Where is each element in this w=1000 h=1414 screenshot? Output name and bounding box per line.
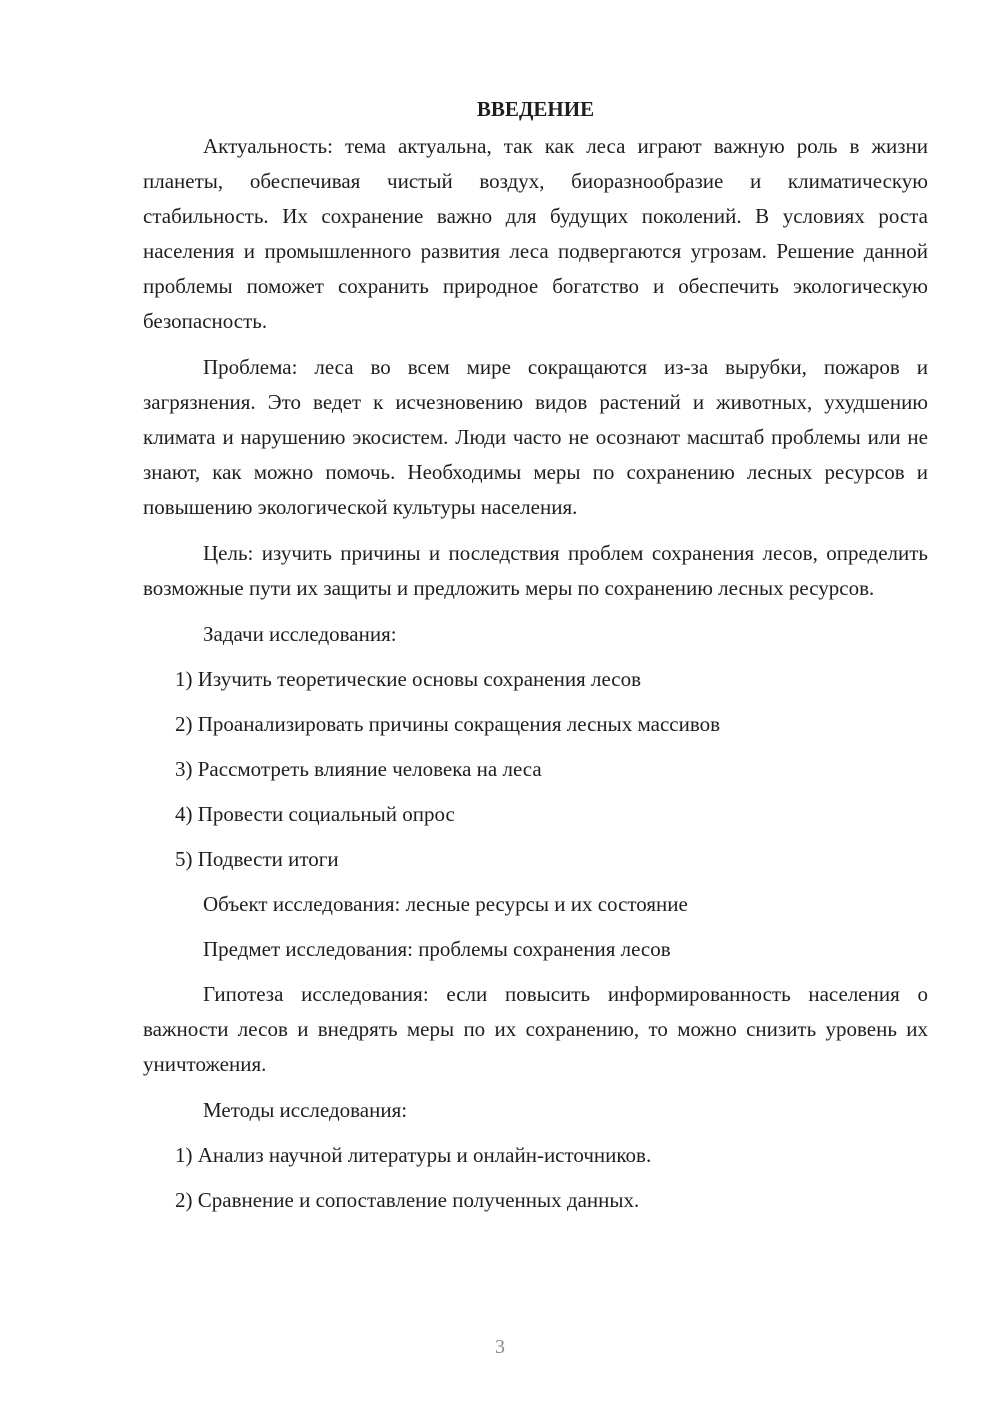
page-number: 3 <box>495 1336 505 1358</box>
tasks-heading: Задачи исследования: <box>203 622 397 646</box>
research-object: Объект исследования: лесные ресурсы и их состояние <box>203 892 688 916</box>
task-item-2: 2) Проанализировать причины сокращения лесных массивов <box>175 712 721 736</box>
document-page <box>143 92 928 1228</box>
task-item-4: 4) Провести социальный опрос <box>175 802 455 826</box>
task-item-1: 1) Изучить теоретические основы сохранения лесов <box>175 667 642 691</box>
methods-heading: Методы исследования: <box>203 1098 408 1122</box>
task-item-3: 3) Рассмотреть влияние человека на леса <box>175 757 542 781</box>
section-title: ВВЕДЕНИЕ <box>476 97 595 121</box>
goal-paragraph: Цель: изучить причины и последствия проблем сохранения лесов, определить возможные пути их защиты и предложить меры по сохранению лесных ресурсов. <box>143 541 928 600</box>
relevance-paragraph: Актуальность: тема актуальна, так как леса играют важную роль в жизни планеты, обеспечивая чистый воздух, биоразнообразие и климатическую стабильность. Их сохранение важно для будущих поколений. В условиях роста населения и промышленного развития леса подвергаются угрозам. Решение данной проблемы поможет сохранить природное богатство и обеспечить экологическую безопасность. <box>143 134 928 333</box>
hypothesis-paragraph: Гипотеза исследования: если повысить информированность населения о важности лесов и внедрять меры по их сохранению, то можно снизить уровень их уничтожения. <box>143 982 928 1076</box>
method-item-1: 1) Анализ научной литературы и онлайн-источников. <box>175 1143 652 1167</box>
research-subject: Предмет исследования: проблемы сохранения лесов <box>203 937 671 961</box>
problem-paragraph: Проблема: леса во всем мире сокращаются из-за вырубки, пожаров и загрязнения. Это ведет к исчезновению видов растений и животных, ухудшению климата и нарушению экосистем. Люди часто не осознают масштаб проблемы или не знают, как можно помочь. Необходимы меры по сохранению лесных ресурсов и повышению экологической культуры населения. <box>143 355 928 519</box>
task-item-5: 5) Подвести итоги <box>175 847 339 871</box>
method-item-2: 2) Сравнение и сопоставление полученных данных. <box>175 1188 640 1212</box>
